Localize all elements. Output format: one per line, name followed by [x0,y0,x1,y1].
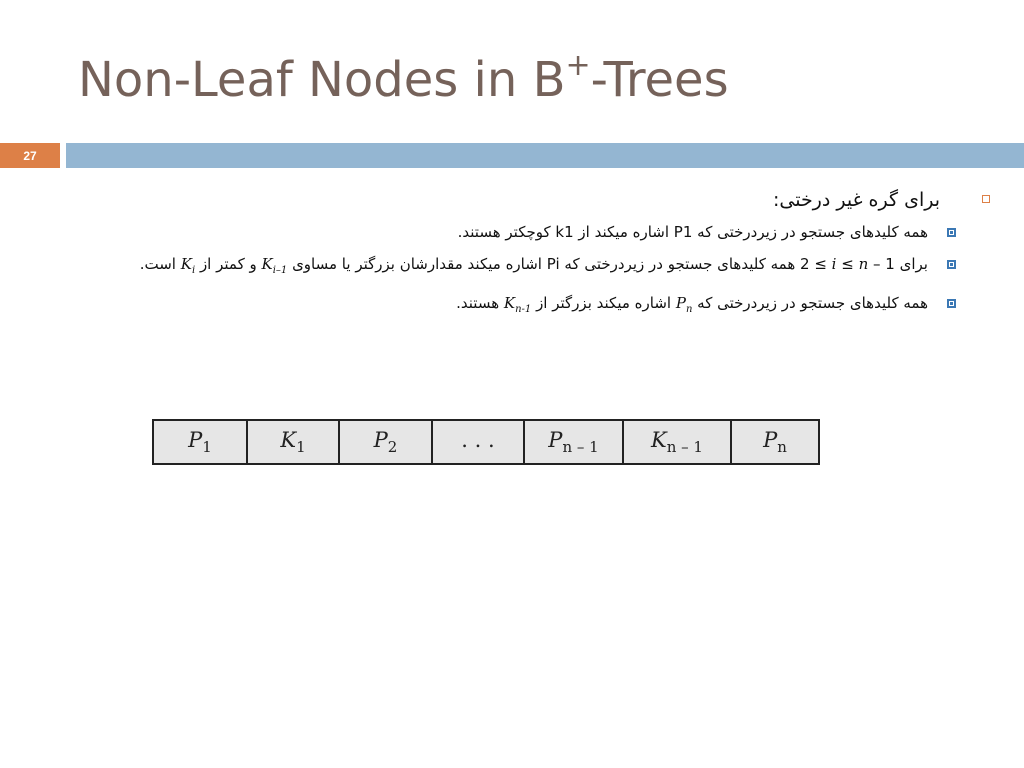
bullet-item-1: همه کلیدهای جستجو در زیردرختی که P1 اشاره میکند از k1 کوچکتر هستند. [80,221,1000,243]
node-cell-ellipsis: . . . [432,420,524,464]
node-cell-pn: $P_n$ [731,420,819,464]
node-cell-k1: $K_1$ [247,420,339,464]
node-cell-p2: $P_2$ [339,420,432,464]
filled-square-bullet-icon [947,228,956,237]
node-cell-kn-1: $K_{n - 1}$ [623,420,731,464]
filled-square-bullet-icon [947,299,956,308]
bplus-node-diagram [152,419,820,465]
bullet-list [80,185,1000,331]
header-divider-bar [66,143,1024,168]
slide-number: 27 [0,143,60,168]
bullet-level1: برای گره غیر درختی: [80,185,1000,215]
bullet-item-3: همه کلیدهای جستجو در زیردرختی که $P_n$ اشاره میکند بزرگتر از $K_{n-1}$ هستند. [80,292,1000,321]
slide-title: Non-Leaf Nodes in B+-Trees [78,48,729,108]
node-cell-pn-1: $P_{n - 1}$ [524,420,623,464]
filled-square-bullet-icon [947,260,956,269]
node-cell-p1: $P_1$ [153,420,247,464]
square-bullet-icon [982,195,990,203]
bullet-item-2: برای 2 ≤ i ≤ n – 1 همه کلیدهای جستجو در زیردرختی که Pi اشاره میکند مقدارشان بزرگتر یا مساوی $K_{i-1}$ و کمتر از $K_i$ است. [80,253,1000,282]
index-range: 2 ≤ i ≤ n – 1 [800,255,895,273]
